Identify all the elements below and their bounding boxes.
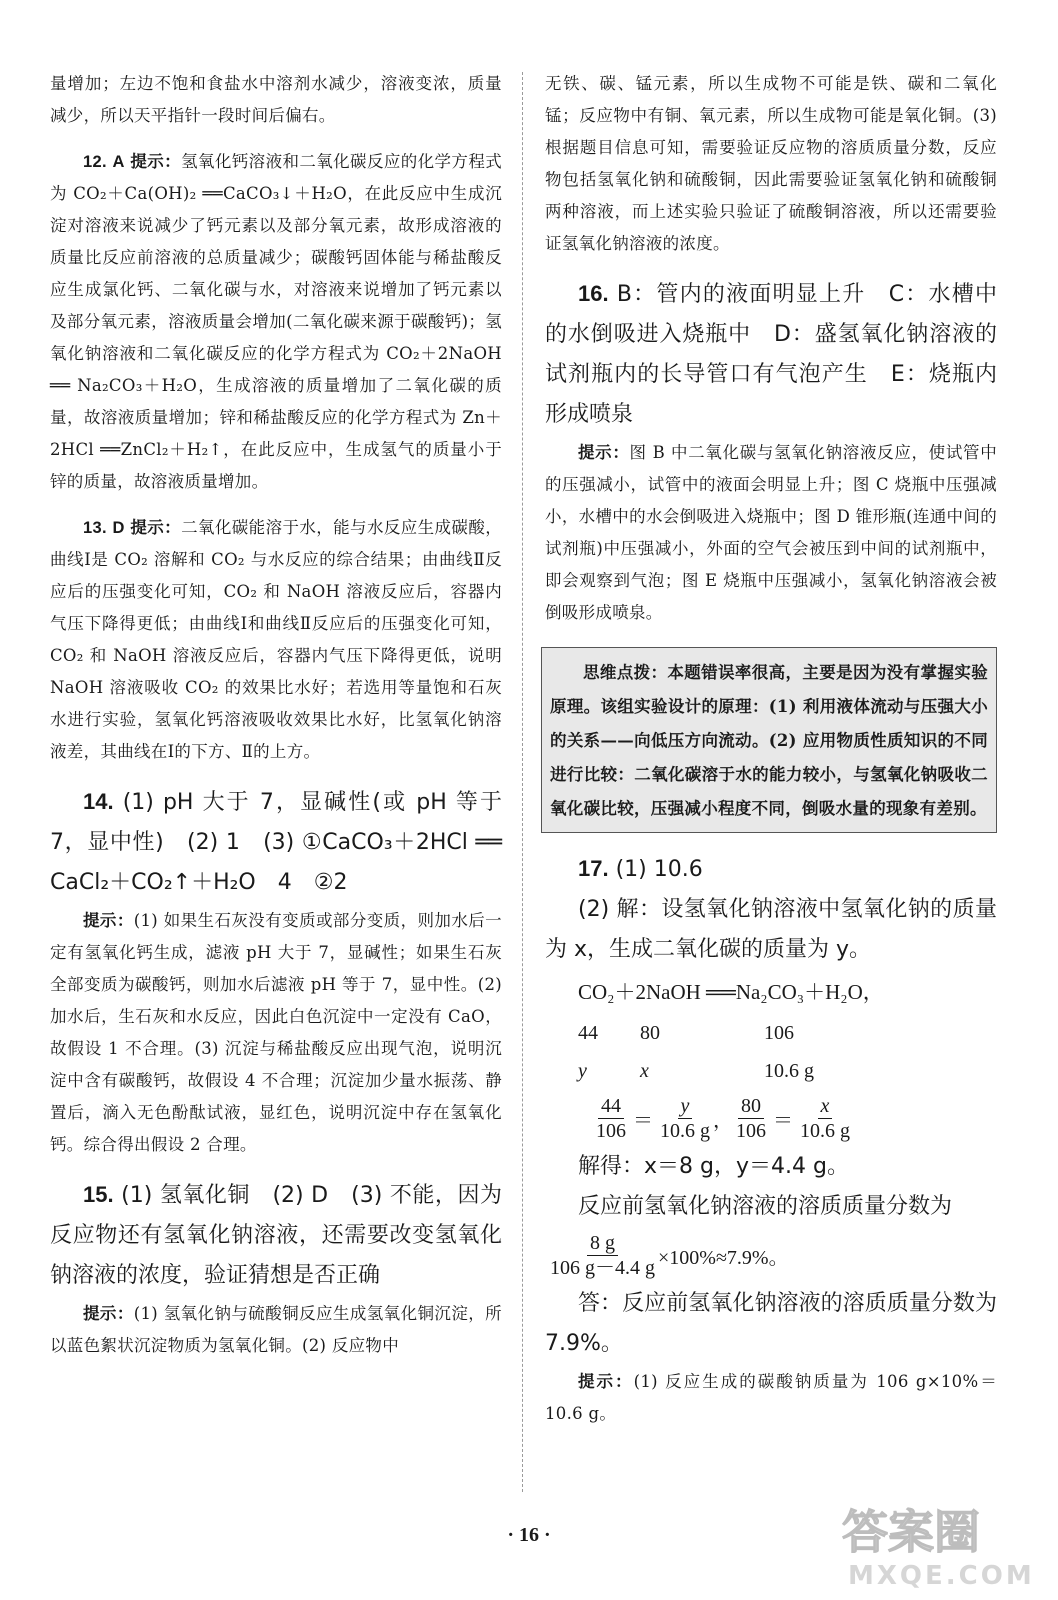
- hint-label: 提示：: [130, 152, 182, 171]
- hint-text: (1) 反应生成的碳酸钠质量为 106 g×10%＝10.6 g。: [545, 1372, 997, 1423]
- left-column: [50, 68, 502, 1362]
- hint-text: 氢氧化钙溶液和二氧化碳反应的化学方程式为 CO₂＋Ca(OH)₂ ══CaCO₃↓＋H₂O，在此反应中生成沉淀对溶液来说减少了钙元素以及部分氧元素，故形成溶液的质量比反应前溶液的总质量减少；碳酸钙固体能与稀盐酸反应生成氯化钙、二氧化碳与水，对溶液来说增加了钙元素以及部分氧元素，溶液质量会增加(二氧化碳来源于碳酸钙)；氢氧化钠溶液和二氧化碳反应的化学方程式为 CO₂＋2NaOH ══ Na₂CO₃＋H₂O，生成溶液的质量增加了二氧化碳的质量，故溶液质量增加；锌和稀盐酸反应的化学方程式为 Zn＋2HCl ══ZnCl₂＋H₂↑，在此反应中，生成氢气的质量小于锌的质量，故溶液质量增加。: [50, 152, 503, 491]
- question-number: 17.: [578, 856, 609, 881]
- question-17: [545, 849, 997, 1430]
- var-x: x: [640, 1060, 649, 1082]
- solve-result: 解得：x＝8 g，y＝4.4 g。: [578, 1154, 849, 1179]
- answer: (1) 氢氧化铜 (2) D (3) 不能，因为反应物还有氢氧化钠溶液，还需要改变氢氧化钠溶液的浓度，验证猜想是否正确: [50, 1183, 502, 1288]
- answer: (1) pH 大于 7，显碱性(或 pH 等于 7，显中性) (2) 1 (3) ①CaCO₃＋2HCl ══ CaCl₂＋CO₂↑＋H₂O 4 ②2: [50, 790, 502, 895]
- question-number: 15.: [83, 1182, 114, 1207]
- hint-text: 二氧化碳能溶于水，能与水反应生成碳酸，曲线Ⅰ是 CO₂ 溶解和 CO₂ 与水反应的综合结果；由曲线Ⅱ反应后的压强变化可知，CO₂ 和 NaOH 溶液反应后，容器内气压下降得更低；由曲线Ⅰ和曲线Ⅱ反应后的压强变化可知，CO₂ 和 NaOH 溶液反应后，容器内气压下降得更低，说明 NaOH 溶液吸收 CO₂ 的效果比水好；若选用等量饱和石灰水进行实验，氢氧化钙溶液吸收效果比水好，比氢氧化钠溶液差，其曲线在Ⅰ的下方、Ⅱ的上方。: [50, 518, 503, 761]
- question-15: [50, 1175, 502, 1362]
- hint-label: 提示：: [83, 1304, 134, 1323]
- mass-co2: 44: [578, 1022, 598, 1044]
- molar-mass-row: [545, 1014, 997, 1052]
- page-number: · 16 ·: [507, 1524, 551, 1546]
- watermark-logo: [836, 1492, 1046, 1592]
- hint-label: 提示：: [578, 1372, 634, 1391]
- question-number: 12.: [83, 153, 107, 171]
- question-number: 13.: [83, 519, 107, 537]
- fraction: $\frac{44}{106}$: [596, 1095, 626, 1142]
- watermark-text: 答案圈: [842, 1505, 980, 1559]
- var-y: y: [578, 1060, 587, 1082]
- hint-label: 提示：: [83, 911, 134, 930]
- fraction: $\frac{80}{106}$: [736, 1095, 766, 1142]
- answer: B：管内的液面明显上升 C：水槽中的水倒吸进入烧瓶中 D：盛氢氧化钠溶液的试剂瓶内的长导管口有气泡产生 E：烧瓶内形成喷泉: [545, 282, 997, 427]
- column-divider: [522, 72, 523, 1492]
- final-answer: 答：反应前氢氧化钠溶液的溶质质量分数为 7.9%。: [545, 1291, 997, 1356]
- hint-text: (1) 氢氧化钠与硫酸铜反应生成氢氧化铜沉淀，所以蓝色絮状沉淀物质为氢氧化铜。(2) 反应物中: [50, 1304, 502, 1355]
- fraction: $\frac{y}{10.6 g}$: [660, 1095, 710, 1142]
- thinking-tip-box: [541, 647, 997, 833]
- continued-text-top-right: 无铁、碳、锰元素，所以生成物不可能是铁、碳和二氧化锰；反应物中有铜、氧元素，所以生成物可能是氧化铜。(3) 根据题目信息可知，需要验证反应物的溶质质量分数，反应物包括氢氧化钠和硫酸铜，因此需要验证氢氧化钠和硫酸铜两种溶液，而上述实验只验证了硫酸铜溶液，所以还需要验证氢氧化钠溶液的浓度。: [545, 74, 997, 253]
- question-16: [545, 274, 997, 629]
- fraction: $\frac{x}{10.6 g}$: [800, 1095, 850, 1142]
- watermark-url: MXQE.COM: [848, 1561, 1035, 1591]
- fraction: $\frac{8 g}{106 g-4.4 g}$: [550, 1232, 655, 1279]
- chemical-equation: CO₂＋2NaOH ══Na₂CO₃＋H₂O，: [578, 980, 884, 1004]
- fraction-intro: 反应前氢氧化钠溶液的溶质质量分数为: [578, 1194, 953, 1219]
- tip-label: 思维点拨：: [583, 663, 668, 682]
- tip-text: 本题错误率很高，主要是因为没有掌握实验原理。该组实验设计的原理：(1) 利用液体流动与压强大小的关系——向低压方向流动。(2) 应用物质性质知识的不同进行比较：二氧化碳溶于水的能力较小，与氢氧化钠吸收二氧化碳比较，压强减小程度不同，倒吸水量的现象有差别。: [550, 663, 988, 818]
- hint-label: 提示：: [130, 518, 182, 537]
- answer: A: [112, 153, 125, 171]
- question-number: 16.: [578, 281, 609, 306]
- mass-na2co3: 106: [764, 1022, 794, 1044]
- proportion-equations: $\frac{44}{106}$ ＝ $\frac{y}{10.6 g}$ ， $\frac{80}{106}$ ＝ $\frac{x}{10.6 g}$: [545, 1094, 997, 1143]
- question-12: [50, 146, 502, 498]
- hint-text: 图 B 中二氧化碳与氢氧化钠溶液反应，使试管中的压强减小，试管中的液面会明显上升；图 C 烧瓶中压强减小，水槽中的水会倒吸进入烧瓶中；图 D 锥形瓶(连通中间的试剂瓶)中压强减小，外面的空气会被压到中间的试剂瓶中，即会观察到气泡；图 E 烧瓶中压强减小，氢氧化钠溶液会被倒吸形成喷泉。: [545, 443, 998, 622]
- question-13: [50, 512, 502, 768]
- hint-label: 提示：: [578, 443, 630, 462]
- variable-row: [545, 1052, 997, 1090]
- question-number: 14.: [83, 789, 114, 814]
- mass-fraction-calc: [545, 1231, 997, 1280]
- hint-text: (1) 如果生石灰没有变质或部分变质，则加水后一定有氢氧化钙生成，滤液 pH 大于 7，显碱性；如果生石灰全部变质为碳酸钙，则加水后滤液 pH 等于 7，显中性。(2) 加水后，生石灰和水反应，因此白色沉淀中一定没有 CaO，故假设 1 不合理。(3) 沉淀与稀盐酸反应出现气泡，说明沉淀中含有碳酸钙，故假设 4 不合理；沉淀加少量水振荡、静置后，滴入无色酚酞试液，显红色，说明沉淀中存在氢氧化钙。综合得出假设 2 合理。: [50, 911, 502, 1154]
- right-column: [545, 68, 997, 1430]
- continued-text-top-left: 量增加；左边不饱和食盐水中溶剂水减少，溶液变浓，质量减少，所以天平指针一段时间后偏右。: [50, 74, 502, 125]
- part-2-setup: (2) 解：设氢氧化钠溶液中氢氧化钠的质量为 x，生成二氧化碳的质量为 y。: [545, 897, 997, 962]
- part-1-answer: (1) 10.6: [615, 857, 703, 882]
- percentage-result: ×100%≈7.9%。: [658, 1247, 789, 1269]
- mass-naoh: 80: [640, 1022, 660, 1044]
- var-value: 10.6 g: [764, 1060, 814, 1082]
- question-14: [50, 782, 502, 1161]
- answer: D: [112, 519, 125, 537]
